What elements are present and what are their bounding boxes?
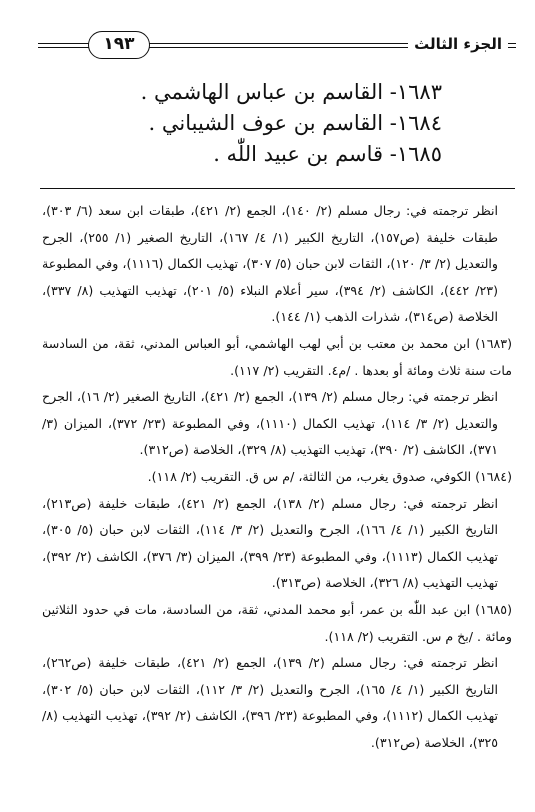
entry-1684: ١٦٨٤- القاسم بن عوف الشيباني . [148, 111, 442, 135]
main-entries [141, 78, 442, 171]
footnote-1685: (١٦٨٥) ابن عبد اللّٰه بن عمر، أبو محمد المدني، ثقة، من السادسة، مات في حدود الثلاثين ومائة . /بخ م س. التقريب (٢/ ١١٨). [42, 601, 512, 644]
page-number: ١٩٣ [88, 31, 150, 59]
volume-title: الجزء الثالث [408, 30, 508, 58]
footnote-1683: (١٦٨٣) ابن محمد بن معتب بن أبي لهب الهاشمي، أبو العباس المدني، ثقة، من السادسة مات سنة ثلاث ومائة أو بعدها . /م٤. التقريب (٢/ ١١٧). [42, 335, 512, 378]
footnote-1684: (١٦٨٤) الكوفي، صدوق يغرب، من الثالثة، /م س ق. التقريب (٢/ ١١٨). [147, 468, 512, 484]
footnote-references-1682: انظر ترجمته في: رجال مسلم (٢/ ١٤٠)، الجمع (٢/ ٤٢١)، طبقات ابن سعد (٦/ ٣٠٣)، طبقات خليفة (ص١٥٧)، التاريخ الكبير (١/ ٤/ ١٦٧)، التاريخ الصغير (١/ ٢٥٥)، الجرح والتعديل (٢/ ٣/ ١٢٠)، الثقات لابن حبان (٥/ ٣٠٧)، تهذيب الكمال (١١١٦)، وفي المطبوعة (٢٣/ ٤٤٢)، الكاشف (٢/ ٣٩٤)، سير أعلام النبلاء (٥/ ٢٠١)، تهذيب التهذيب (٨/ ٣٣٧)، الخلاصة (ص٣١٤)، شذرات الذهب (١/ ١٤٤). [42, 203, 499, 325]
entry-1683: ١٦٨٣- القاسم بن عباس الهاشمي . [140, 80, 442, 104]
entry-1685: ١٦٨٥- قاسم بن عبيد اللّٰه . [213, 142, 442, 166]
footnote-references-1684: انظر ترجمته في: رجال مسلم (٢/ ١٣٨)، الجمع (٢/ ٤٢١)، طبقات خليفة (ص٢١٣)، التاريخ الكبير (١/ ٤/ ١٦٦)، الجرح والتعديل (٢/ ٣/ ١١٤)، الثقات لابن حبان (٥/ ٣٠٥)، تهذيب الكمال (١١١٣)، وفي المطبوعة (٢٣/ ٣٩٩)، الميزان (٣/ ٣٧٦)، الكاشف (٢/ ٣٩٢)، تهذيب التهذيب (٨/ ٣٢٦)، الخلاصة (ص٣١٣). [42, 495, 499, 591]
footnotes [42, 198, 512, 756]
footnote-divider [40, 188, 515, 189]
footnote-references-1685: انظر ترجمته في: رجال مسلم (٢/ ١٣٩)، الجمع (٢/ ٤٢١)، طبقات خليفة (ص٢٦٢)، التاريخ الكبير (١/ ٤/ ١٦٥)، الجرح والتعديل (٢/ ٣/ ١١٢)، الثقات لابن حبان (٥/ ٣٠٢)، تهذيب الكمال (١١١٢)، وفي المطبوعة (٢٣/ ٣٩٦)، الكاشف (٢/ ٣٩٢)، تهذيب التهذيب (٨/ ٣٢٥)، الخلاصة (ص٣١٢). [42, 655, 498, 750]
page-header [38, 30, 516, 60]
footnote-references-1683: انظر ترجمته في: رجال مسلم (٢/ ١٣٩)، الجمع (٢/ ٤٢١)، التاريخ الصغير (٢/ ١٦)، الجرح والتعديل (٢/ ٣/ ١١٤)، تهذيب الكمال (١١١٠)، وفي المطبوعة (٢٣/ ٣٧٢)، الميزان (٣/ ٣٧١)، الكاشف (٢/ ٣٩٠)، تهذيب التهذيب (٨/ ٣٢٩)، الخلاصة (ص٣١٢). [42, 389, 499, 458]
